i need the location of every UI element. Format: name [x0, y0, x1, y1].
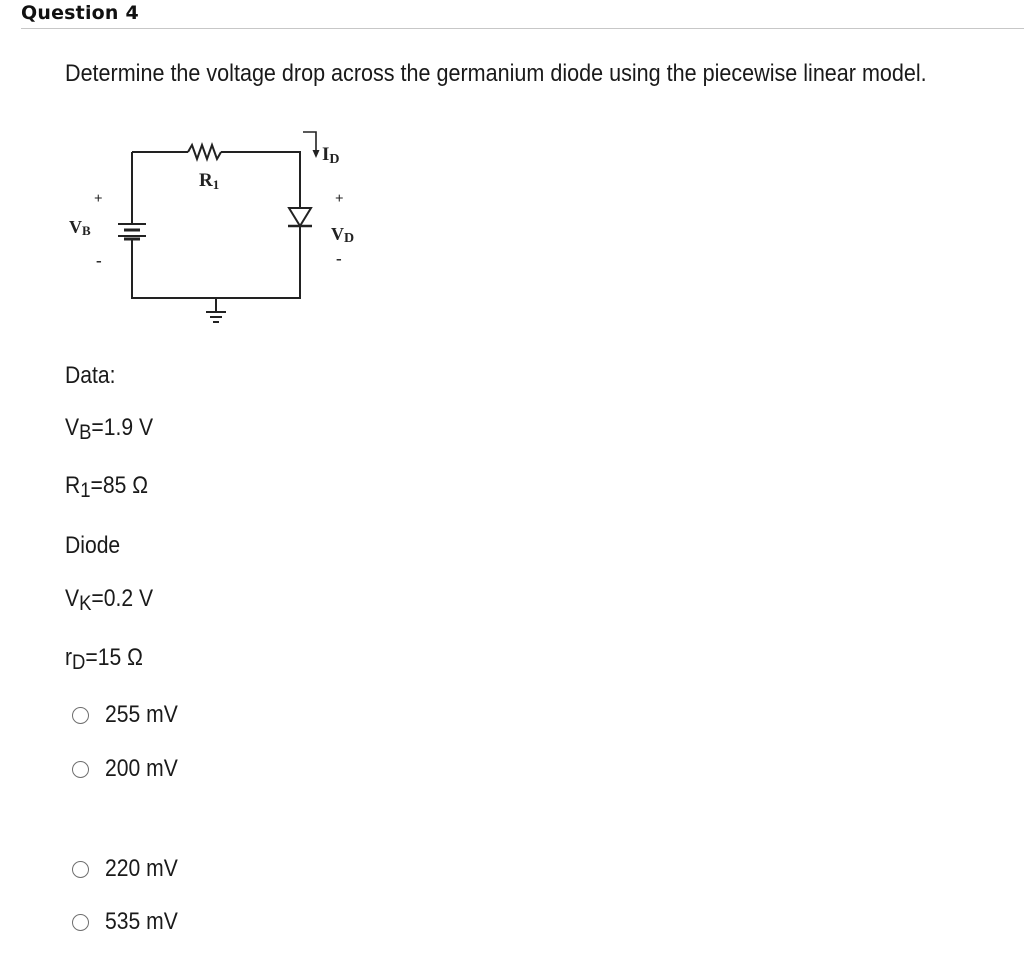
resistor-r1: [188, 145, 221, 159]
ground-symbol: [206, 312, 226, 322]
battery-vb: [118, 224, 146, 239]
answer-option-4[interactable]: [72, 907, 188, 937]
answer-option-label: 220 mV: [105, 855, 178, 882]
data-heading: Data:: [65, 362, 116, 389]
current-label: ID: [322, 144, 340, 167]
data-diode-heading: Diode: [65, 532, 121, 559]
current-arrow: [303, 132, 320, 158]
diode-minus-sign: -: [336, 249, 342, 268]
resistor-label: R1: [199, 170, 220, 192]
radio-button[interactable]: [72, 914, 89, 931]
diode-plus-sign: +: [335, 191, 344, 207]
data-vk: $V_K=0.2$ V: [65, 585, 154, 615]
data-vb: $V_B=1.9$ V: [65, 414, 154, 444]
diode-symbol: [288, 208, 312, 226]
answer-option-label: 200 mV: [105, 755, 178, 782]
answer-option-label: 255 mV: [105, 701, 178, 728]
diode-voltage-label: VD: [331, 224, 355, 246]
radio-button[interactable]: [72, 707, 89, 724]
answer-option-2[interactable]: [72, 754, 188, 784]
radio-button[interactable]: [72, 861, 89, 878]
question-title: Question 4: [21, 2, 139, 24]
answer-option-1[interactable]: [72, 700, 188, 730]
data-r1: $R_1=85$ Ω: [65, 472, 149, 502]
answer-option-3[interactable]: [72, 854, 188, 884]
question-header: [21, 0, 1024, 29]
source-minus-sign: -: [96, 251, 102, 270]
source-label: VB: [69, 217, 91, 238]
question-prompt: Determine the voltage drop across the germanium diode using the piecewise linear model.: [65, 60, 927, 87]
answer-option-label: 535 mV: [105, 908, 178, 935]
wire-top-right: [221, 152, 300, 270]
circuit-diagram: [60, 120, 380, 330]
source-plus-sign: +: [94, 191, 103, 207]
radio-button[interactable]: [72, 761, 89, 778]
circuit-wires: [132, 145, 300, 312]
data-rd: $r_D=15$ Ω: [65, 644, 143, 674]
wire-bottom: [132, 239, 300, 298]
